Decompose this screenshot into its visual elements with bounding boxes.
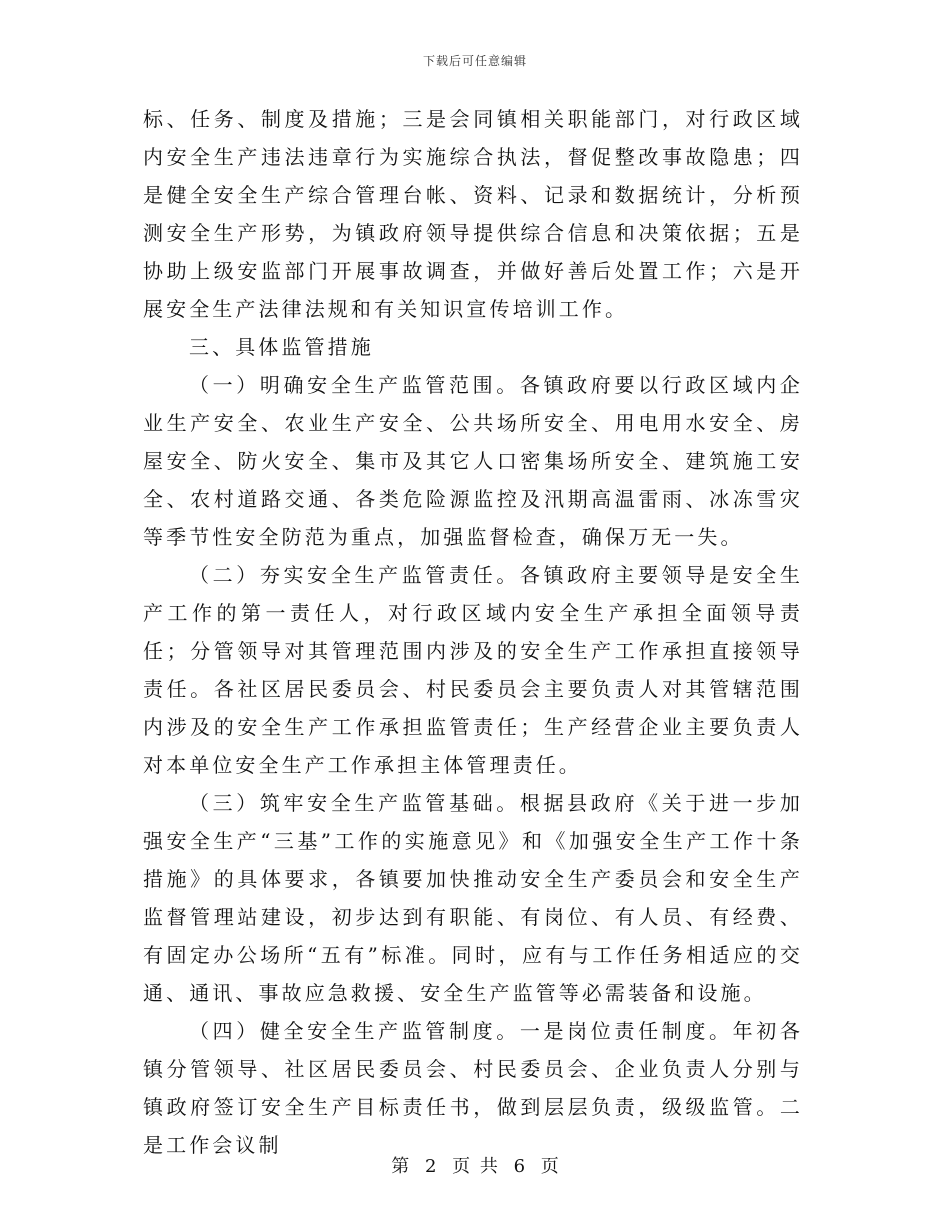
current-page-number: 2 (424, 1156, 437, 1177)
body-paragraph: 标、任务、制度及措施；三是会同镇相关职能部门，对行政区域内安全生产违法违章行为实施综合执法，督促整改事故隐患；四是健全安全生产综合管理台帐、资料、记录和数据统计，分析预测安全生产形势，为镇政府领导提供综合信息和决策依据；五是协助上级安监部门开展事故调查，并做好善后处置工作；六是开展安全生产法律法规和有关知识宣传培训工作。 (143, 107, 803, 321)
body-paragraph: （一）明确安全生产监管范围。各镇政府要以行政区域内企业生产安全、农业生产安全、公共场所安全、用电用水安全、房屋安全、防火安全、集市及其它人口密集场所安全、建筑施工安全、农村道路交通、各类危险源监控及汛期高温雷雨、冰冻雪灾等季节性安全防范为重点，加强监督检查，确保万无一失。 (143, 373, 803, 549)
body-paragraph: （三）筑牢安全生产监管基础。根据县政府《关于进一步加强安全生产“三基”工作的实施意见》和《加强安全生产工作十条措施》的具体要求，各镇要加快推动安全生产委员会和安全生产监督管理站建设，初步达到有职能、有岗位、有人员、有经费、有固定办公场所“五有”标准。同时，应有与工作任务相适应的交通、通讯、事故应急救援、安全生产监管等必需装备和设施。 (143, 791, 803, 1005)
footer-middle: 页 共 (452, 1156, 498, 1177)
footer-prefix: 第 (391, 1156, 410, 1177)
total-page-count: 6 (513, 1156, 526, 1177)
document-body (143, 100, 803, 1164)
section-heading: 三、具体监管措施 (189, 335, 374, 359)
body-paragraph: （二）夯实安全生产监管责任。各镇政府主要领导是安全生产工作的第一责任人，对行政区域内安全生产承担全面领导责任；分管领导对其管理范围内涉及的安全生产工作承担直接领导责任。各社区居民委员会、村民委员会主要负责人对其管辖范围内涉及的安全生产工作承担监管责任；生产经营企业主要负责人对本单位安全生产工作承担主体管理责任。 (143, 563, 803, 777)
footer-suffix: 页 (540, 1156, 559, 1177)
page-header: 下载后可任意编辑 (422, 54, 527, 68)
page-footer (0, 1152, 950, 1178)
body-paragraph: （四）健全安全生产监管制度。一是岗位责任制度。年初各镇分管领导、社区居民委员会、村民委员会、企业负责人分别与镇政府签订安全生产目标责任书，做到层层负责，级级监管。二是工作会议制 (143, 1019, 803, 1157)
